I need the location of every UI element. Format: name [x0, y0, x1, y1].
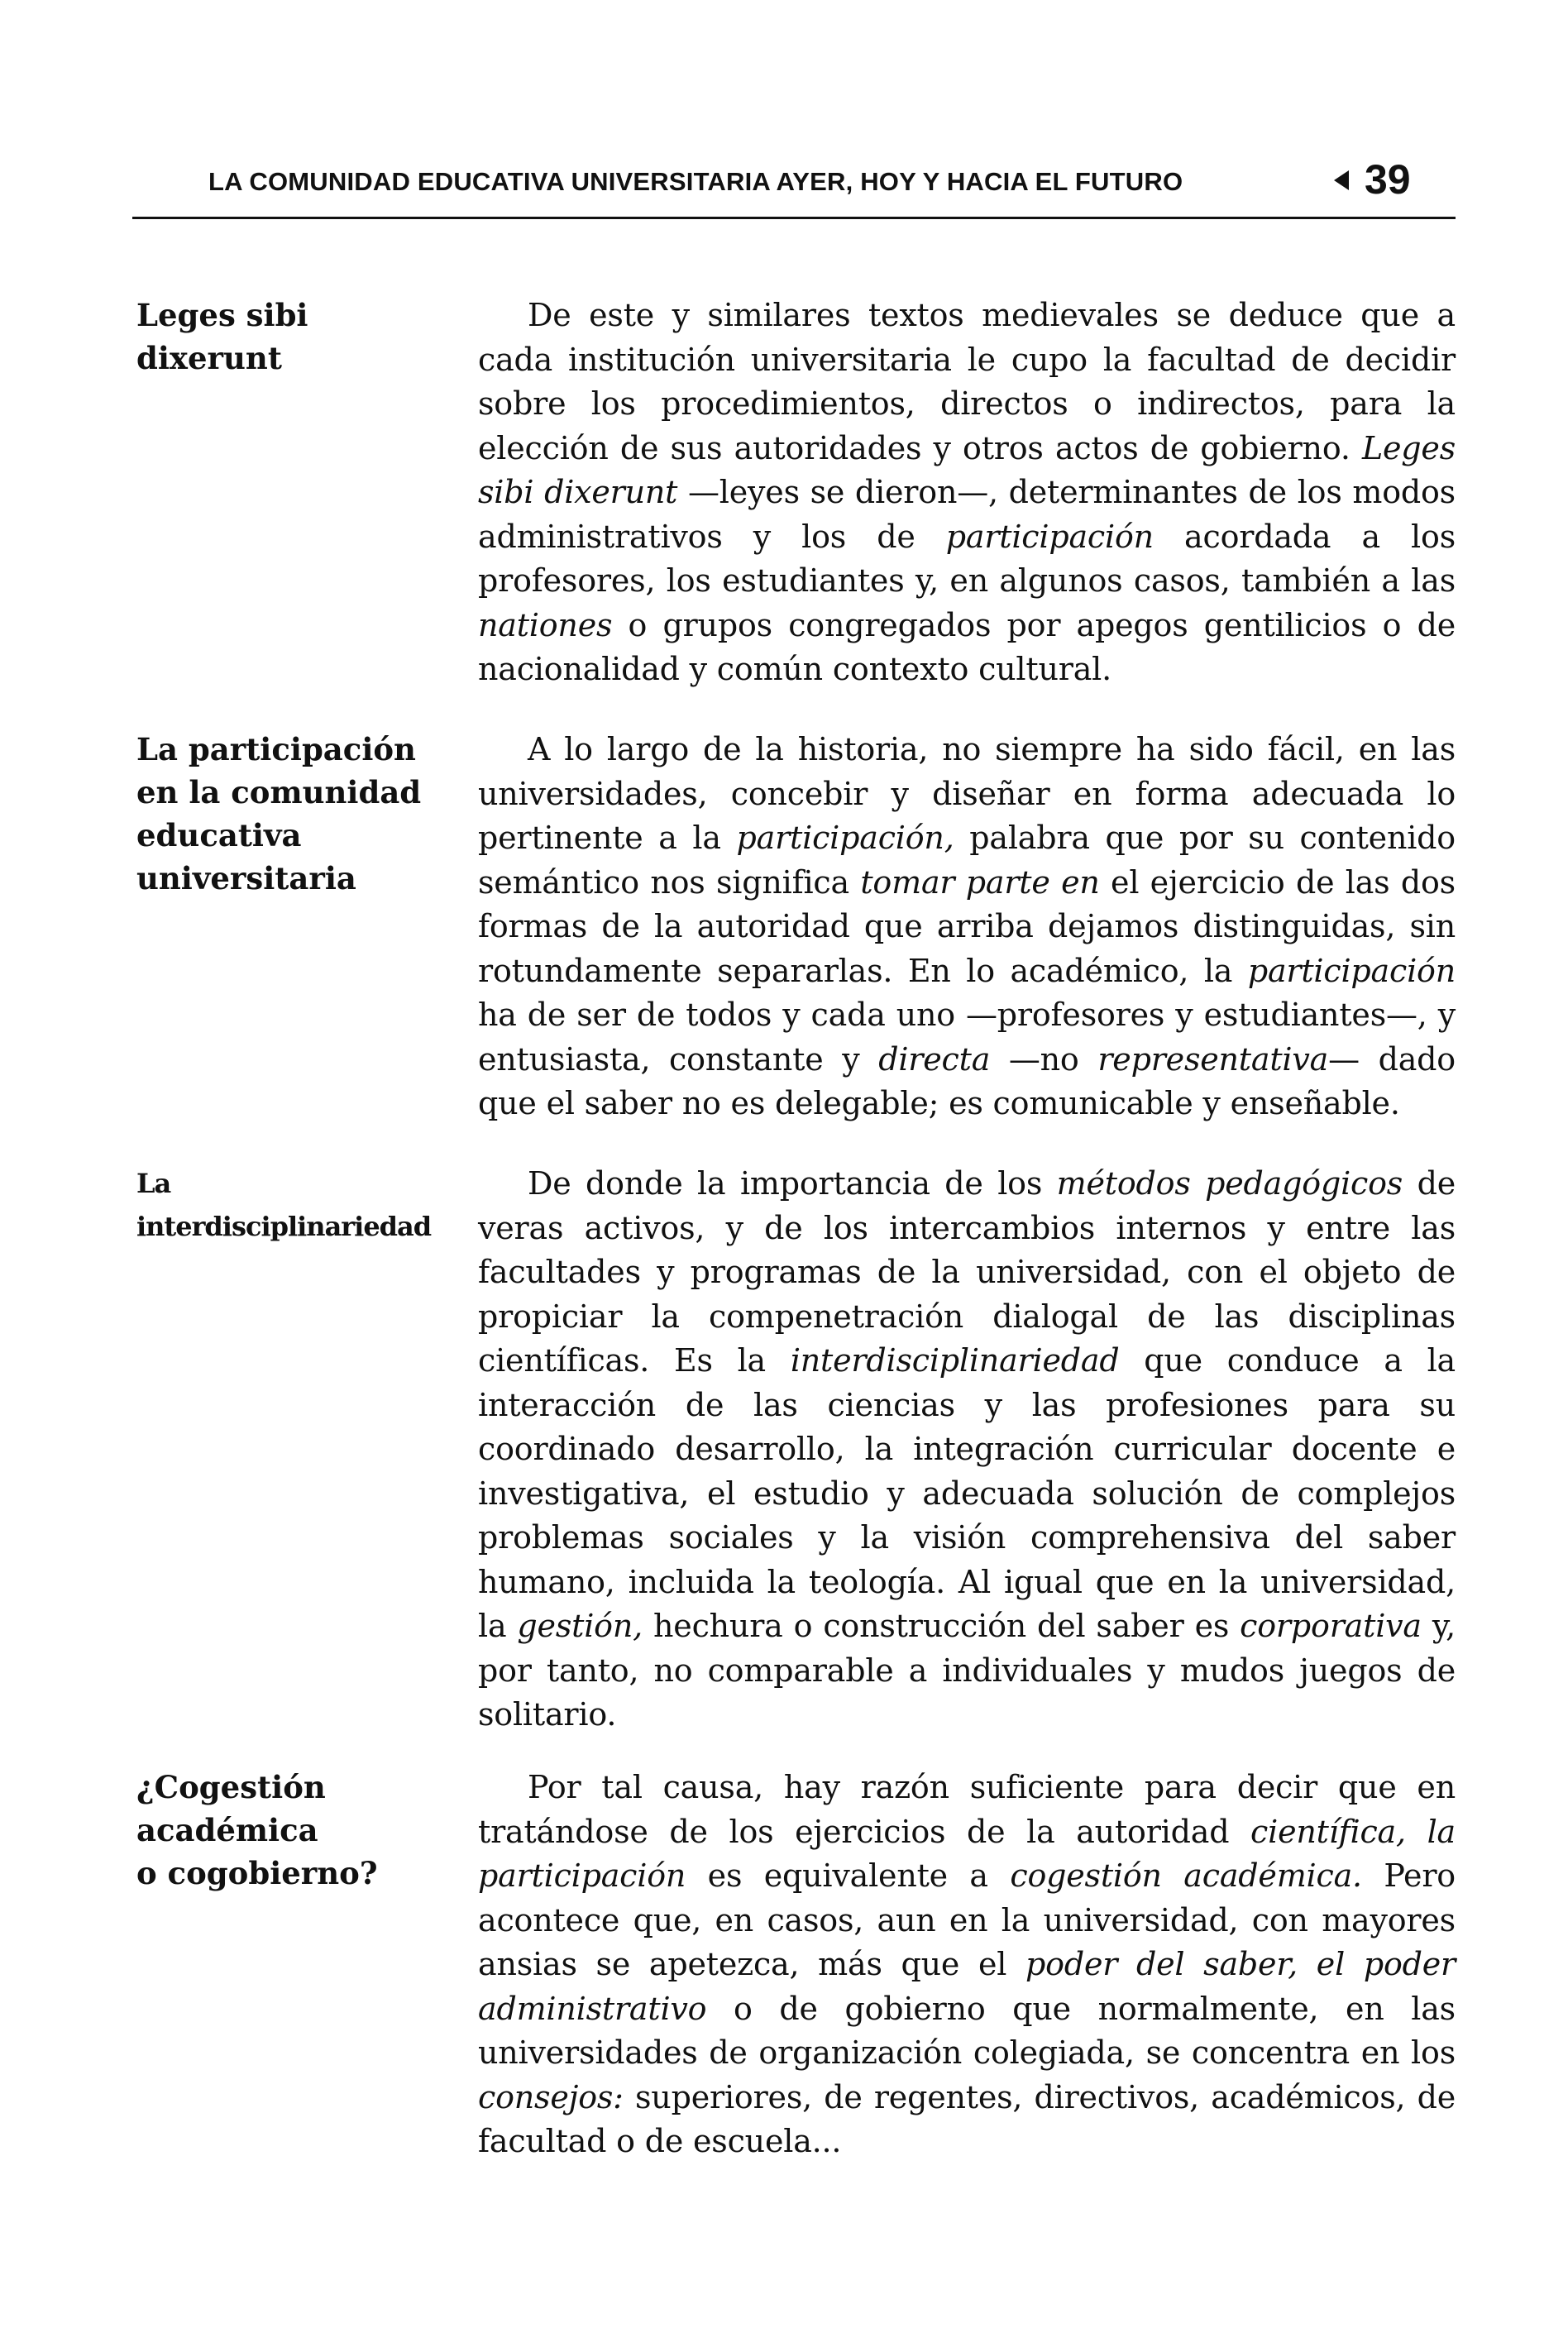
margin-note [136, 1162, 459, 1248]
margin-note-line: universitaria [136, 860, 356, 896]
margin-note [136, 294, 459, 380]
margin-note [136, 1766, 459, 1895]
margin-note-line: interdisciplinariedad [136, 1211, 432, 1242]
margin-note-line: Leges sibi [136, 297, 308, 333]
running-head-title: LA COMUNIDAD EDUCATIVA UNIVERSITARIA AYER, HOY Y HACIA EL FUTURO [208, 167, 1183, 196]
margin-note-line: dixerunt [136, 340, 282, 376]
left-triangle-icon [1334, 170, 1349, 190]
page-number: 39 [1365, 156, 1411, 203]
paragraph: De este y similares textos medievales se deduce que a cada institución universitaria le cupo la facultad de decidir sobre los procedimientos, directos o indirectos, para la elección de sus autoridades y otros actos de gobierno. Leges sibi dixerunt —leyes se dieron—, determinantes de los modos administrativos y los de participación acordada a los profesores, los estudiantes y, en algunos casos, también a las nationes o grupos congregados por apegos gentilicios o de nacionalidad y común contexto cultural. [478, 297, 1456, 687]
margin-note-line: La [136, 1168, 171, 1199]
margin-note-line: académica [136, 1812, 318, 1848]
running-head [132, 157, 1456, 219]
margin-note-line: ¿Cogestión [136, 1769, 326, 1805]
paragraph: Por tal causa, hay razón suficiente para decir que en tratándose de los ejercicios de la autoridad científica, la participación es equivalente a cogestión académica. Pero acontece que, en casos, aun en la universidad, con mayores ansias se apetezca, más que el poder del saber, el poder administrativo o de gobierno que normalmente, en las universidades de organización colegiada, se concentra en los consejos: superiores, de regentes, directivos, académicos, de facultad o de escuela... [478, 1769, 1456, 2159]
margin-note-line: La participación [136, 731, 416, 767]
paragraph: De donde la importancia de los métodos pedagógicos de veras activos, y de los intercambios internos y entre las facultades y programas de la universidad, con el objeto de propiciar la compenetración dialogal de las disciplinas científicas. Es la interdisciplinariedad que conduce a la interacción de las ciencias y las profesiones para su coordinado desarrollo, la integración curricular docente e investigativa, el estudio y adecuada solución de complejos problemas sociales y la visión comprehensiva del saber humano, incluida la teología. Al igual que en la universidad, la gestión, hechura o construcción del saber es corporativa y, por tanto, no comparable a individuales y mudos juegos de solitario. [478, 1165, 1456, 1733]
margin-note-line: o cogobierno? [136, 1855, 378, 1891]
margin-note-line: educativa [136, 817, 302, 853]
paragraph: A lo largo de la historia, no siempre ha sido fácil, en las universidades, concebir y diseñar en forma adecuada lo pertinente a la participación, palabra que por su contenido semántico nos significa tomar parte en el ejercicio de las dos formas de la autoridad que arriba dejamos distinguidas, sin rotundamente separarlas. En lo académico, la participación ha de ser de todos y cada uno —profesores y estudiantes—, y entusiasta, constante y directa —no representativa— dado que el saber no es delegable; es comunicable y enseñable. [478, 731, 1456, 1121]
margin-note-line: en la comunidad [136, 774, 422, 810]
margin-note [136, 728, 459, 900]
